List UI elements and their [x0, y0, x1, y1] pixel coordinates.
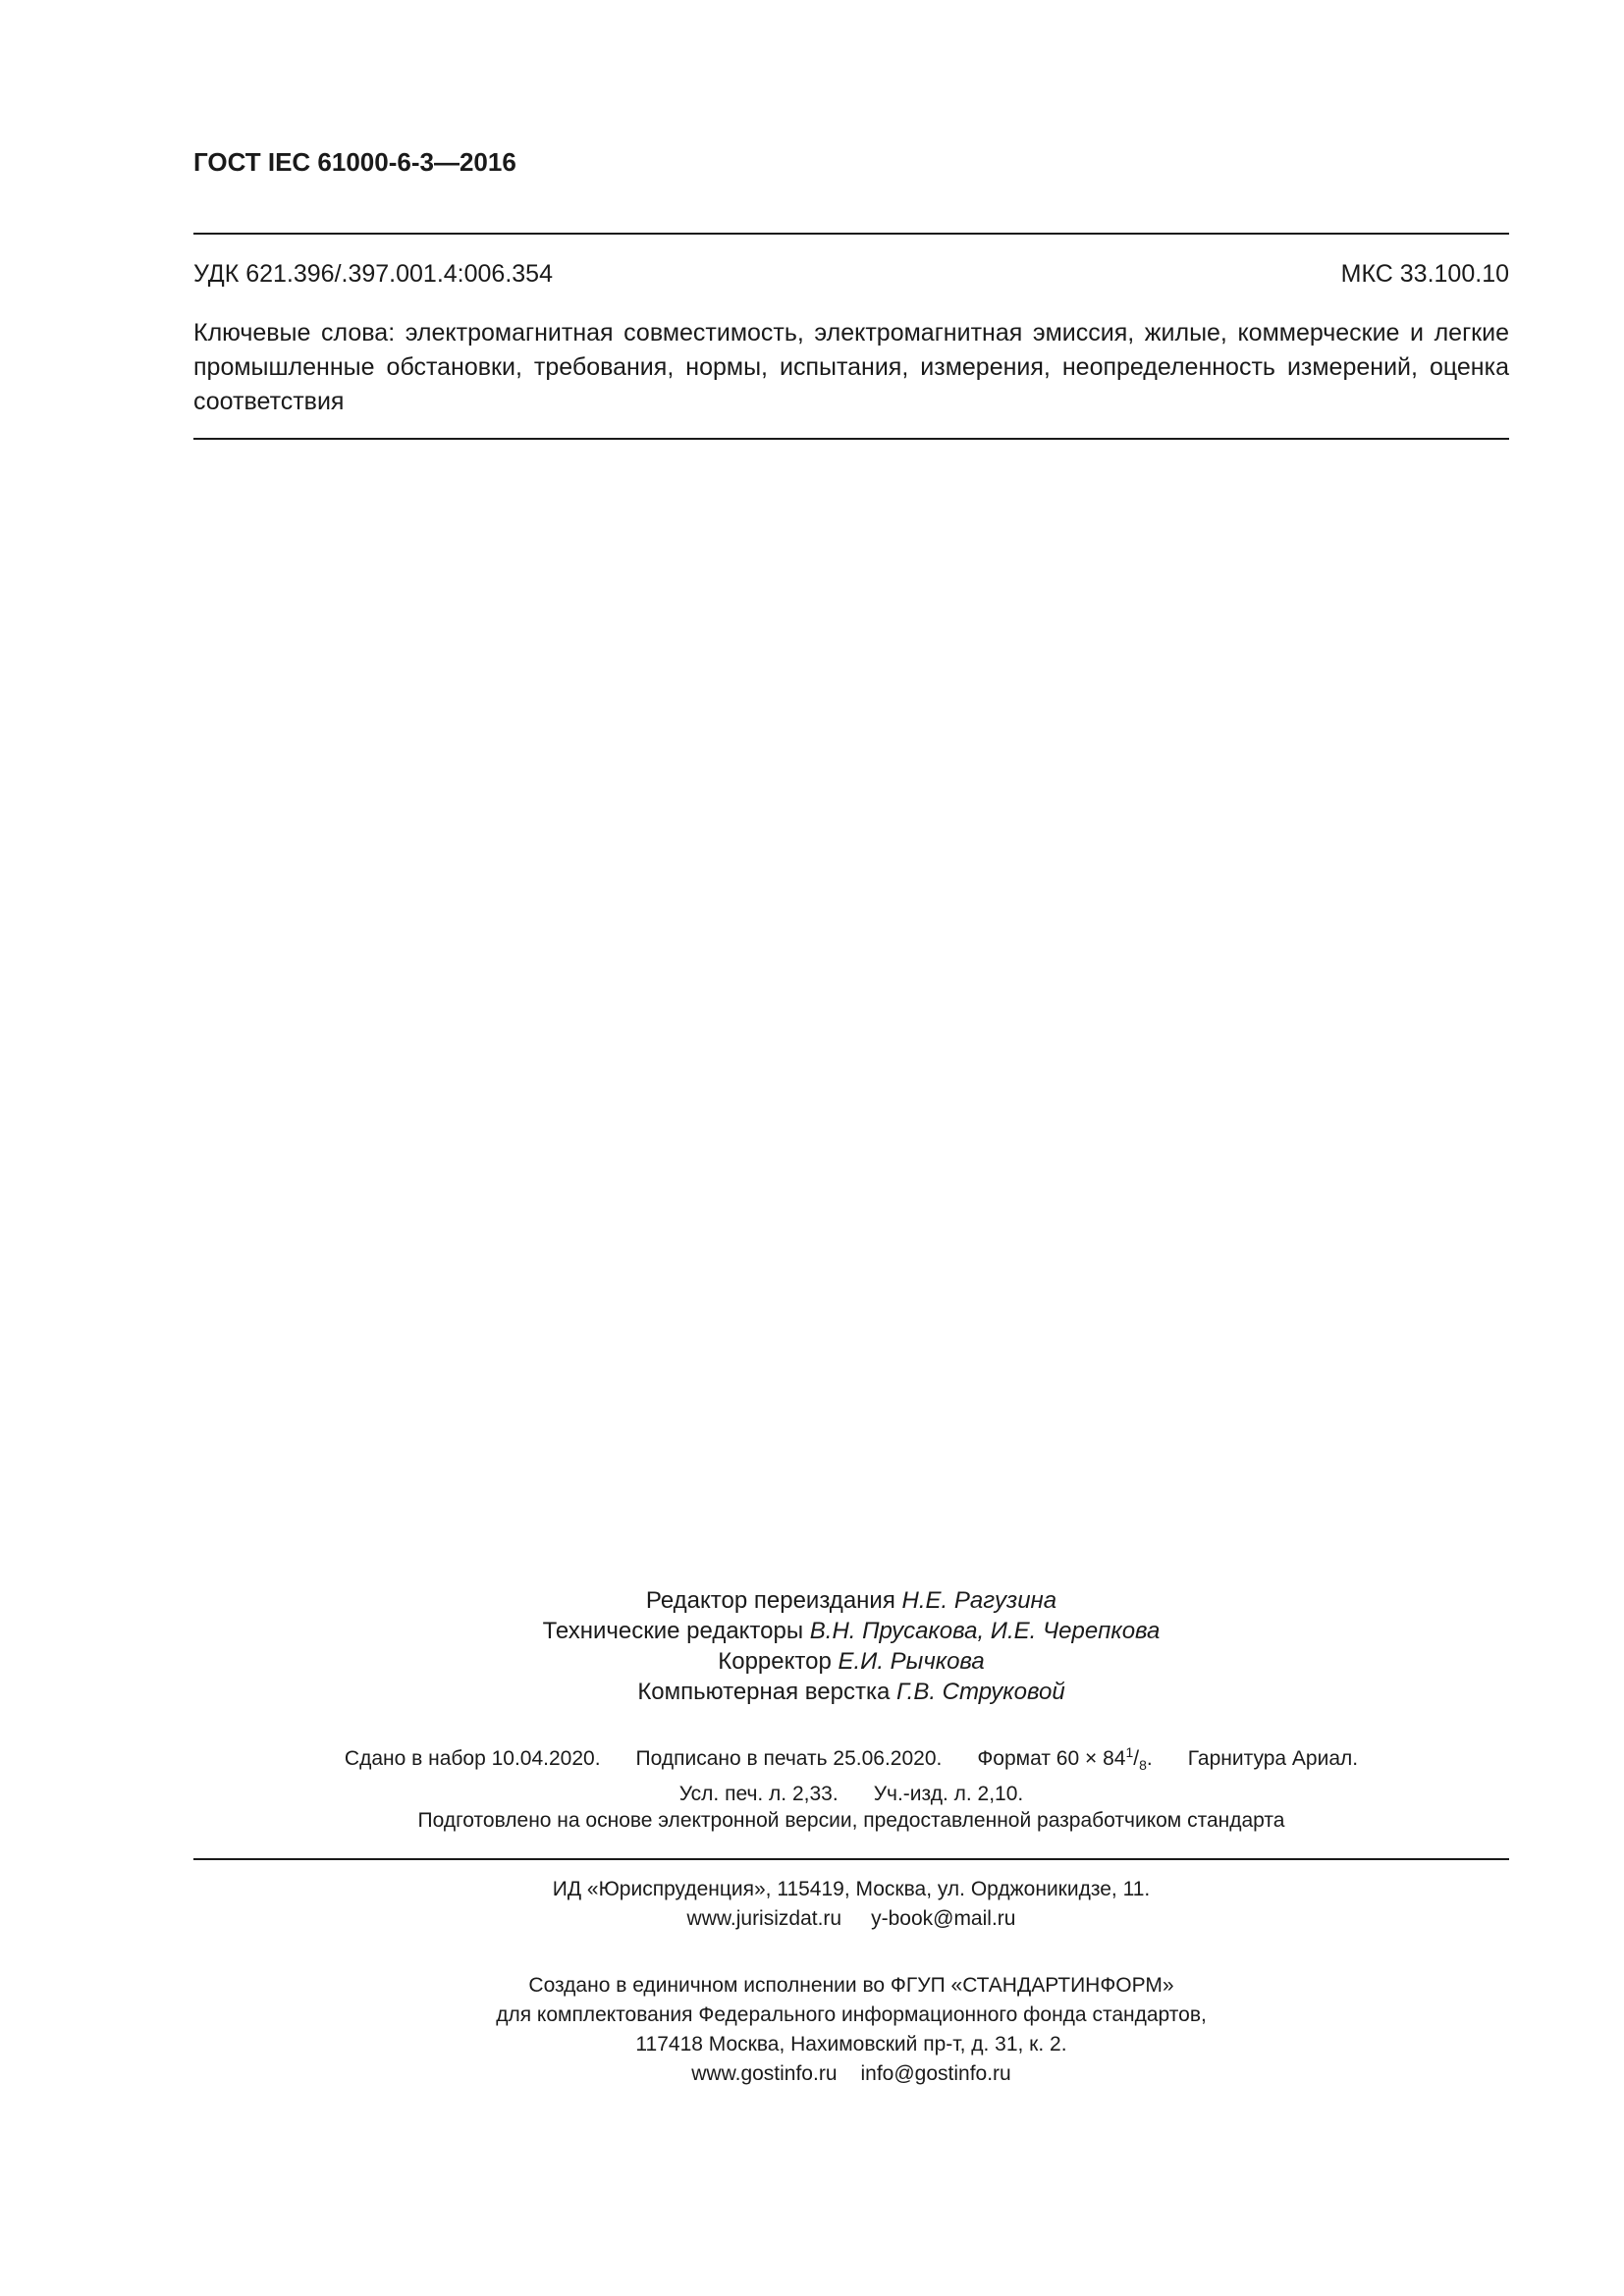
typeset-date: Сдано в набор 10.04.2020. [344, 1747, 601, 1770]
created-line-2: для комплектования Федерального информационного фонда стандартов, [496, 2003, 1207, 2026]
typeface-info: Гарнитура Ариал. [1187, 1747, 1359, 1770]
created-line-1: Создано в единичном исполнении во ФГУП «СТАНДАРТИНФОРМ» [528, 1974, 1174, 1997]
publisher-address: ИД «Юриспруденция», 115419, Москва, ул. Орджоникидзе, 11. [552, 1878, 1151, 1900]
credit-role: Корректор [718, 1648, 832, 1675]
signed-date: Подписано в печать 25.06.2020. [635, 1747, 943, 1770]
credit-name: Г.В. Струковой [896, 1679, 1065, 1705]
gostinfo-email-link[interactable]: info@gostinfo.ru [860, 2062, 1011, 2085]
created-contacts [193, 2059, 1509, 2089]
mks-code: МКС 33.100.10 [1340, 260, 1509, 288]
gostinfo-site-link[interactable]: www.gostinfo.ru [691, 2062, 838, 2085]
print-info-line-1 [193, 1737, 1509, 1780]
credit-proofreader [193, 1646, 1509, 1677]
credit-role: Компьютерная верстка [637, 1679, 891, 1705]
credit-name: В.Н. Прусакова, И.Е. Черепкова [809, 1618, 1161, 1644]
created-block [193, 1971, 1509, 2089]
print-info [193, 1737, 1509, 1809]
credit-name: Н.Е. Рагузина [901, 1587, 1057, 1614]
publisher-site-link[interactable]: www.jurisizdat.ru [686, 1907, 842, 1930]
credits-block [193, 1585, 1509, 1707]
top-divider [193, 233, 1509, 235]
credit-editor [193, 1585, 1509, 1616]
print-info-line-2 [193, 1780, 1509, 1809]
print-sheets: Усл. печ. л. 2,33. [678, 1783, 839, 1806]
publisher-block [193, 1875, 1509, 1934]
format-info: Формат $60 \times 84^1/_8$. [977, 1744, 1153, 1774]
credit-technical-editors [193, 1616, 1509, 1646]
keywords-divider [193, 438, 1509, 440]
created-line-3: 117418 Москва, Нахимовский пр-т, д. 31, к. 2. [635, 2033, 1067, 2056]
publisher-sheets: Уч.-изд. л. 2,10. [873, 1783, 1024, 1806]
credit-name: Е.И. Рычкова [838, 1648, 985, 1675]
credit-role: Редактор переиздания [645, 1587, 895, 1614]
credit-role: Технические редакторы [542, 1618, 804, 1644]
document-code: ГОСТ IEC 61000-6-3—2016 [193, 147, 516, 177]
credit-layout [193, 1677, 1509, 1707]
keywords-paragraph: Ключевые слова: электромагнитная совместимость, электромагнитная эмиссия, жилые, коммерческие и легкие промышленные обстановки, требования, нормы, испытания, измерения, неопределенность измерений, оценка соответствия [193, 319, 1509, 415]
prepared-note: Подготовлено на основе электронной версии, предоставленной разработчиком стандарта [417, 1809, 1285, 1832]
publisher-contacts [193, 1904, 1509, 1934]
publisher-divider [193, 1858, 1509, 1860]
udk-code: УДК 621.396/.397.001.4:006.354 [193, 260, 553, 288]
publisher-email-link[interactable]: y-book@mail.ru [871, 1907, 1016, 1930]
